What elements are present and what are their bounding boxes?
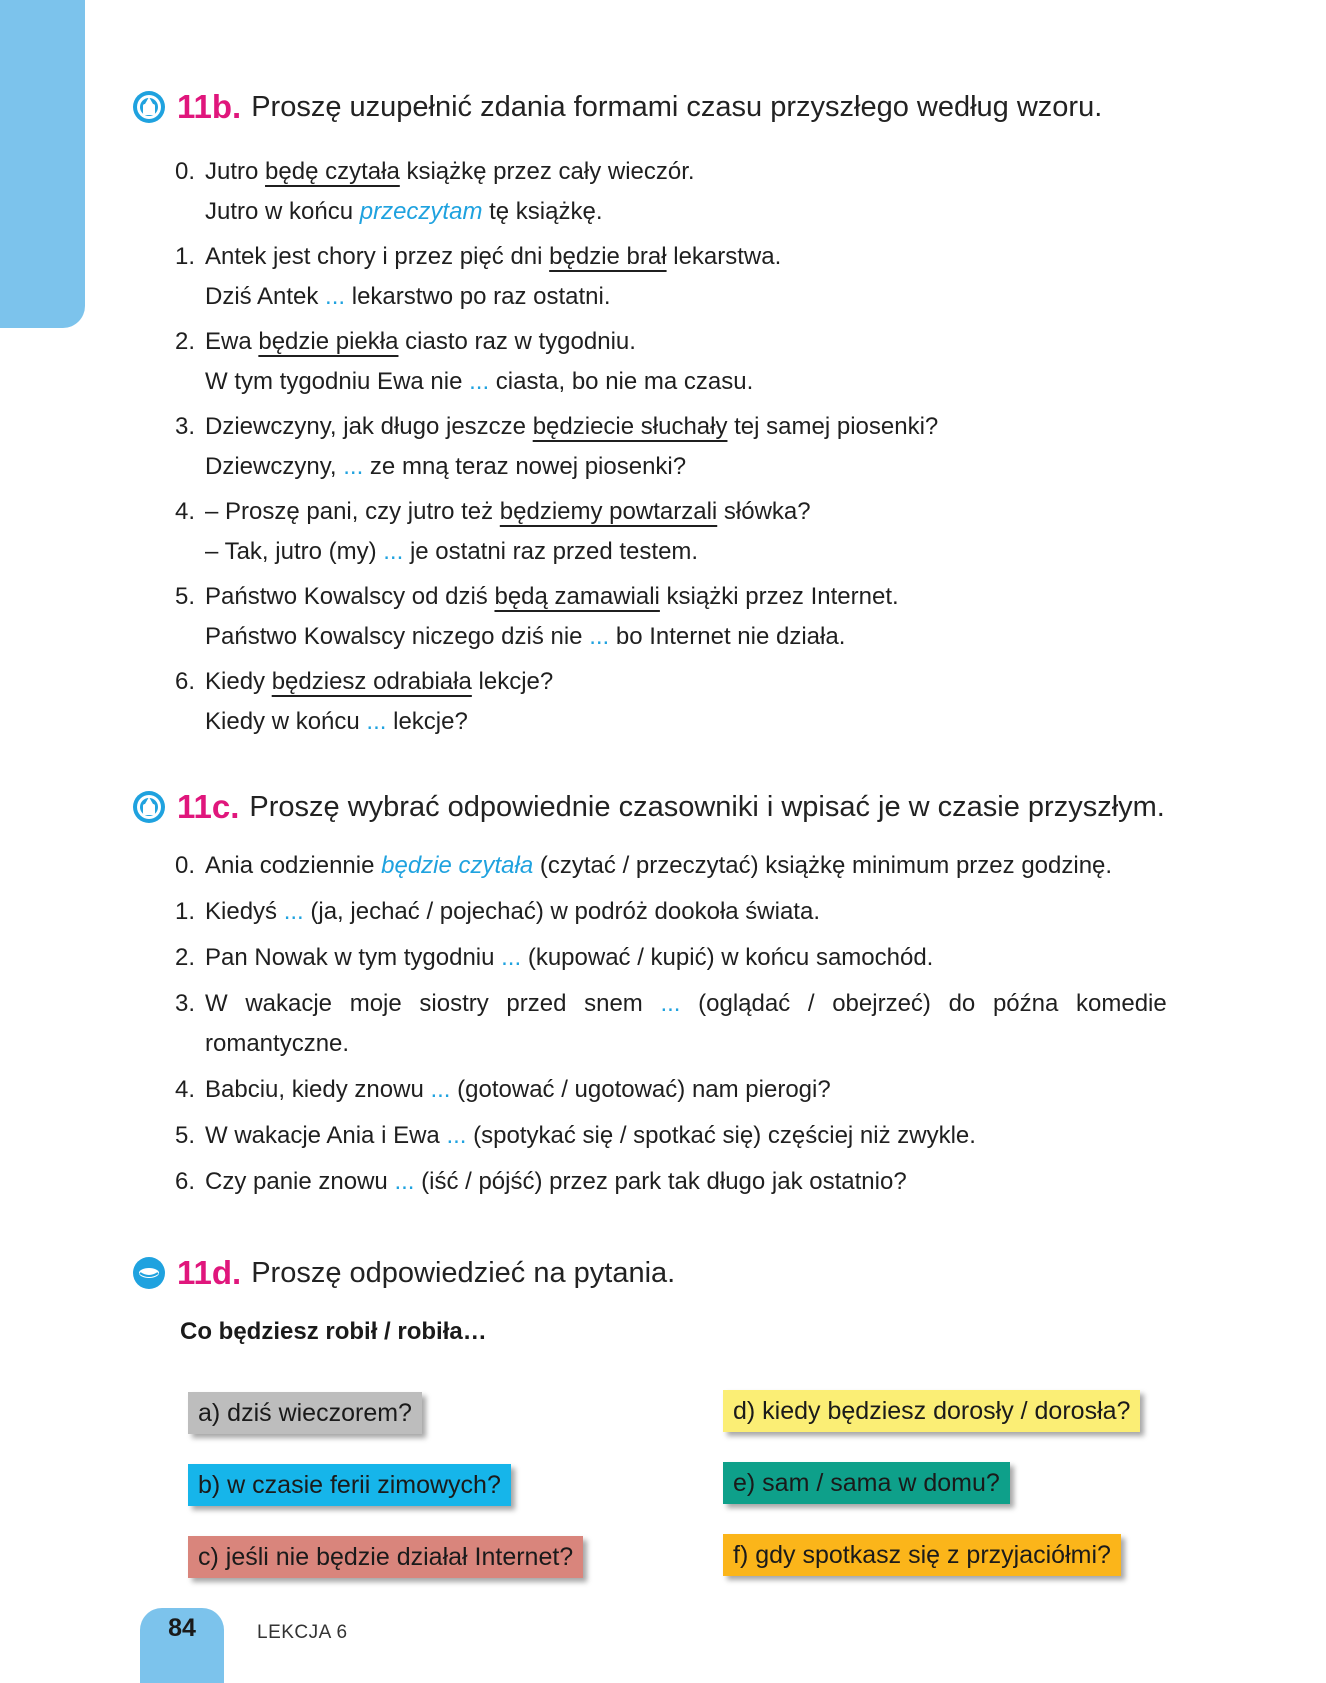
example-answer: przeczytam [359, 198, 483, 225]
exercise-11b-list [175, 152, 1205, 742]
underlined-verb: będziemy powtarzali [499, 498, 718, 525]
exercise-instruction: Proszę odpowiedzieć na pytania. [251, 1256, 676, 1289]
list-item: 4. Babciu, kiedy znowu ... (gotować / ugotować) nam pierogi? [175, 1076, 831, 1103]
list-item: 3. Dziewczyny, jak długo jeszcze będziecie słuchały tej samej piosenki? Dziewczyny, ... ze mną teraz nowej piosenki? [175, 413, 939, 480]
answer-gap[interactable]: ... [446, 1122, 467, 1149]
list-item: 2. Pan Nowak w tym tygodniu ... (kupować / kupić) w końcu samochód. [175, 944, 934, 971]
list-item: 0. Jutro będę czytała książkę przez cały wieczór. Jutro w końcu przeczytam tę książkę. [175, 158, 695, 225]
answer-gap[interactable]: ... [469, 368, 490, 395]
question-lead: Co będziesz robił / robiła… [180, 1318, 487, 1345]
exercise-number: 11b. [177, 88, 242, 125]
underlined-verb: będziecie słuchały [532, 413, 728, 440]
side-tab [0, 0, 85, 328]
question-box-d: d) kiedy będziesz dorosły / dorosła? [723, 1390, 1140, 1432]
exercise-number: 11d. [177, 1254, 242, 1291]
writing-hand-icon [133, 791, 165, 823]
list-item: 2. Ewa będzie piekła ciasto raz w tygodniu. W tym tygodniu Ewa nie ... ciasta, bo nie ma czasu. [175, 328, 754, 395]
answer-gap[interactable]: ... [501, 944, 522, 971]
question-box-f: f) gdy spotkasz się z przyjaciółmi? [723, 1534, 1121, 1576]
list-item: 1. Antek jest chory i przez pięć dni będzie brał lekarstwa. Dziś Antek ... lekarstwo po raz ostatni. [175, 243, 782, 310]
question-box-a: a) dziś wieczorem? [188, 1392, 422, 1434]
answer-gap[interactable]: ... [383, 538, 404, 565]
example-answer: będzie czytała [381, 852, 534, 879]
lesson-label: LEKCJA 6 [257, 1622, 348, 1643]
list-item: 3. W wakacje moje siostry przed snem ... (oglądać / obejrzeć) do późna komedie romantyczne. [175, 990, 1167, 1057]
underlined-verb: będą zamawiali [494, 583, 660, 610]
underlined-verb: będzie brał [549, 243, 667, 270]
list-item: 5. W wakacje Ania i Ewa ... (spotykać się / spotkać się) częściej niż zwykle. [175, 1122, 976, 1149]
answer-gap[interactable]: ... [283, 898, 304, 925]
exercise-number: 11c. [177, 788, 240, 825]
list-item: 6. Czy panie znowu ... (iść / pójść) przez park tak długo jak ostatnio? [175, 1168, 907, 1195]
answer-gap[interactable]: ... [366, 708, 387, 735]
list-item: 6. Kiedy będziesz odrabiała lekcje? Kiedy w końcu ... lekcje? [175, 668, 554, 735]
list-item: 1. Kiedyś ... (ja, jechać / pojechać) w podróż dookoła świata. [175, 898, 820, 925]
list-item: 4. – Proszę pani, czy jutro też będziemy powtarzali słówka? – Tak, jutro (my) ... je ostatni raz przed testem. [175, 498, 811, 565]
underlined-verb: będę czytała [265, 158, 400, 185]
answer-gap[interactable]: ... [343, 453, 364, 480]
list-item: 0. Ania codziennie będzie czytała (czytać / przeczytać) książkę minimum przez godzinę. [175, 852, 1113, 879]
exercise-11c-header [133, 788, 1165, 826]
question-box-b: b) w czasie ferii zimowych? [188, 1464, 511, 1506]
answer-gap[interactable]: ... [430, 1076, 451, 1103]
question-box-c: c) jeśli nie będzie działał Internet? [188, 1536, 583, 1578]
exercise-11b-header [133, 88, 1102, 126]
exercise-instruction: Proszę wybrać odpowiednie czasowniki i wpisać je w czasie przyszłym. [249, 790, 1165, 823]
answer-gap[interactable]: ... [325, 283, 346, 310]
exercise-11d-header [133, 1254, 675, 1292]
answer-gap[interactable]: ... [660, 990, 681, 1017]
answer-gap[interactable]: ... [589, 623, 610, 650]
page-number: 84 [168, 1614, 196, 1642]
question-box-e: e) sam / sama w domu? [723, 1462, 1010, 1504]
underlined-verb: będziesz odrabiała [271, 668, 472, 695]
underlined-verb: będzie piekła [258, 328, 399, 355]
writing-hand-icon [133, 91, 165, 123]
exercise-instruction: Proszę uzupełnić zdania formami czasu przyszłego według wzoru. [251, 90, 1103, 123]
speaking-mouth-icon [133, 1257, 165, 1289]
answer-gap[interactable]: ... [394, 1168, 415, 1195]
exercise-11c-list [175, 846, 1205, 1202]
list-item: 5. Państwo Kowalscy od dziś będą zamawiali książki przez Internet. Państwo Kowalscy niczego dziś nie ... bo Internet nie działa. [175, 583, 899, 650]
